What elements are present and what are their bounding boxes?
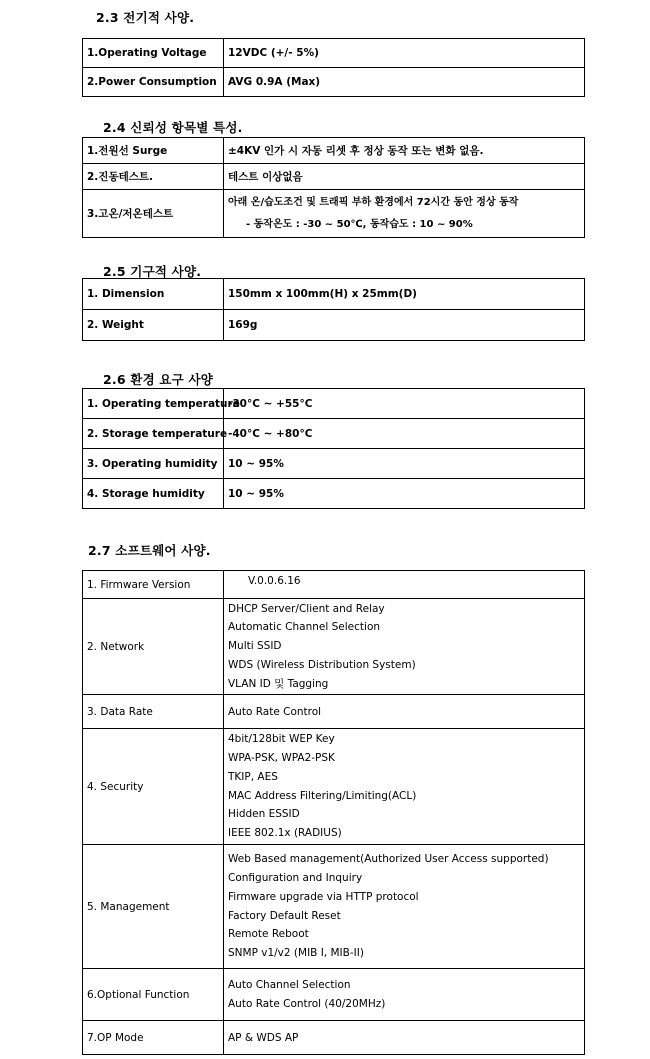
table-row <box>83 419 585 449</box>
spec-value: AVG 0.9A (Max) <box>224 68 585 97</box>
table-row <box>83 279 585 310</box>
spec-value-line: VLAN ID 및 Tagging <box>228 677 329 690</box>
spec-value-line: DHCP Server/Client and Relay <box>228 602 385 615</box>
table-row <box>83 599 585 695</box>
spec-label: 1.Operating Voltage <box>83 39 224 68</box>
section-title-mechanical: 2.5 기구적 사양. <box>103 264 202 279</box>
spec-value: -40°C ~ +80°C <box>224 419 585 449</box>
spec-value-line: WPA-PSK, WPA2-PSK <box>228 751 335 764</box>
spec-label: 3. Data Rate <box>83 695 224 729</box>
table-row <box>83 845 585 969</box>
spec-value-line: Firmware upgrade via HTTP protocol <box>228 890 419 903</box>
spec-value <box>224 1021 585 1055</box>
spec-label: 2. Weight <box>83 310 224 341</box>
spec-label: 1.전원선 Surge <box>83 138 224 164</box>
mechanical-spec-table <box>82 278 585 341</box>
spec-label: 6.Optional Function <box>83 969 224 1021</box>
spec-value-line: Web Based management(Authorized User Access supported) <box>228 853 549 866</box>
spec-label: 3.고온/저온테스트 <box>83 190 224 238</box>
spec-value-line: MAC Address Filtering/Limiting(ACL) <box>228 789 417 802</box>
spec-value-line: TKIP, AES <box>228 770 278 783</box>
spec-value <box>224 845 585 969</box>
table-row <box>83 310 585 341</box>
spec-value-line: Factory Default Reset <box>228 909 341 922</box>
table-row <box>83 190 585 238</box>
spec-value: 테스트 이상없음 <box>224 164 585 190</box>
table-row <box>83 969 585 1021</box>
table-row <box>83 479 585 509</box>
spec-label: 1. Firmware Version <box>83 571 224 599</box>
table-row <box>83 164 585 190</box>
spec-label: 7.OP Mode <box>83 1021 224 1055</box>
table-row <box>83 389 585 419</box>
spec-value-line: Auto Rate Control <box>228 705 322 718</box>
spec-value-line: Remote Reboot <box>228 928 309 941</box>
spec-label: 3. Operating humidity <box>83 449 224 479</box>
spec-value <box>224 729 585 845</box>
table-row <box>83 729 585 845</box>
spec-value-line: Hidden ESSID <box>228 808 300 821</box>
spec-value-line: Auto Channel Selection <box>228 978 351 991</box>
spec-value-line: IEEE 802.1x (RADIUS) <box>228 827 342 840</box>
spec-label: 1. Operating temperature <box>83 389 224 419</box>
spec-value <box>224 695 585 729</box>
spec-value-line: 4bit/128bit WEP Key <box>228 733 335 746</box>
section-title-software: 2.7 소프트웨어 사양. <box>88 543 211 558</box>
spec-value-line: 아래 온/습도조건 및 트래픽 부하 환경에서 72시간 동안 정상 동작 <box>228 196 519 208</box>
spec-value <box>224 599 585 695</box>
spec-value-line: Multi SSID <box>228 640 282 653</box>
section-title-environment: 2.6 환경 요구 사양 <box>103 372 214 387</box>
table-row <box>83 68 585 97</box>
spec-label: 1. Dimension <box>83 279 224 310</box>
spec-value: 10 ~ 95% <box>224 479 585 509</box>
electrical-spec-table <box>82 38 585 97</box>
spec-value: 10 ~ 95% <box>224 449 585 479</box>
spec-value: 12VDC (+/- 5%) <box>224 39 585 68</box>
spec-value: ±4KV 인가 시 자동 리셋 후 정상 동작 또는 변화 없음. <box>224 138 585 164</box>
spec-value-line: - 동작온도 : -30 ~ 50℃, 동작습도 : 10 ~ 90% <box>246 218 473 230</box>
spec-value: 169g <box>224 310 585 341</box>
table-row <box>83 1021 585 1055</box>
software-spec-table <box>82 570 585 1055</box>
section-title-reliability: 2.4 신뢰성 항목별 특성. <box>103 120 243 135</box>
section-title-electrical: 2.3 전기적 사양. <box>96 10 195 25</box>
spec-value-line: Automatic Channel Selection <box>228 621 381 634</box>
spec-label: 2. Storage temperature <box>83 419 224 449</box>
table-row <box>83 39 585 68</box>
reliability-spec-table <box>82 137 585 238</box>
spec-value-line: AP & WDS AP <box>228 1031 299 1044</box>
spec-label: 2.Power Consumption <box>83 68 224 97</box>
environment-spec-table <box>82 388 585 509</box>
spec-value-line: V.0.0.6.16 <box>248 575 301 587</box>
spec-value-line: WDS (Wireless Distribution System) <box>228 658 416 671</box>
table-row <box>83 449 585 479</box>
spec-label: 5. Management <box>83 845 224 969</box>
table-row <box>83 138 585 164</box>
spec-value: 150mm x 100mm(H) x 25mm(D) <box>224 279 585 310</box>
spec-label: 2. Network <box>83 599 224 695</box>
spec-label: 4. Security <box>83 729 224 845</box>
table-row <box>83 571 585 599</box>
spec-label: 2.진동테스트. <box>83 164 224 190</box>
spec-value <box>224 190 585 238</box>
spec-value <box>224 571 585 599</box>
spec-value: -30°C ~ +55°C <box>224 389 585 419</box>
spec-value <box>224 969 585 1021</box>
spec-value-line: Configuration and Inquiry <box>228 871 363 884</box>
spec-value-line: Auto Rate Control (40/20MHz) <box>228 997 386 1010</box>
table-row <box>83 695 585 729</box>
spec-label: 4. Storage humidity <box>83 479 224 509</box>
spec-value-line: SNMP v1/v2 (MIB I, MIB-II) <box>228 947 364 960</box>
